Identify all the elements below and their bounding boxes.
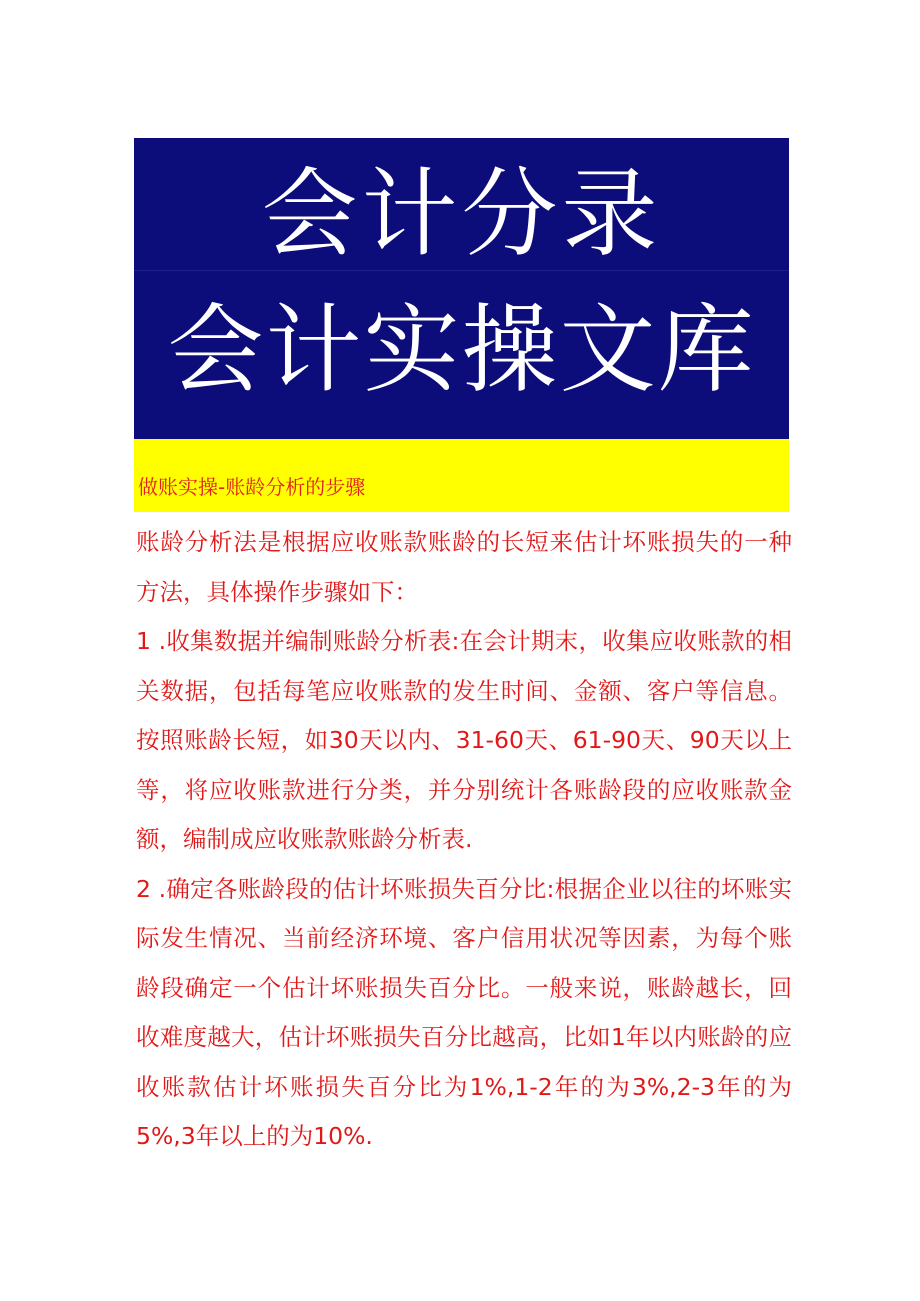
step-2-paragraph: 2 .确定各账龄段的估计坏账损失百分比:根据企业以往的坏账实际发生情况、当前经济环境、客户信用状况等因素，为每个账龄段确定一个估计坏账损失百分比。一般来说，账龄越长，回收难度越大，估计坏账损失百分比越高，比如1年以内账龄的应收账款估计坏账损失百分比为1%,1-2年的为3%,2-3年的为5%,3年以上的为10%.: [136, 874, 792, 1150]
step-1-paragraph: 1 .收集数据并编制账龄分析表:在会计期末，收集应收账款的相关数据，包括每笔应收账款的发生时间、金额、客户等信息。按照账龄长短，如30天以内、31-60天、61-90天、90天以上等，将应收账款进行分类，并分别统计各账龄段的应收账款金额，编制成应收账款账龄分析表.: [136, 627, 792, 853]
subtitle-bar: [134, 439, 789, 512]
subtitle-text: 做账实操-账龄分析的步骤: [138, 475, 366, 499]
article-body: [136, 518, 792, 1162]
intro-paragraph: 账龄分析法是根据应收账款账龄的长短来估计坏账损失的一种方法，具体操作步骤如下：: [136, 528, 792, 606]
banner-divider: [134, 270, 789, 271]
banner-title-line-1: 会计分录: [261, 158, 662, 270]
title-banner: [134, 138, 789, 439]
banner-title-line-2: 会计实操文库: [167, 294, 756, 406]
